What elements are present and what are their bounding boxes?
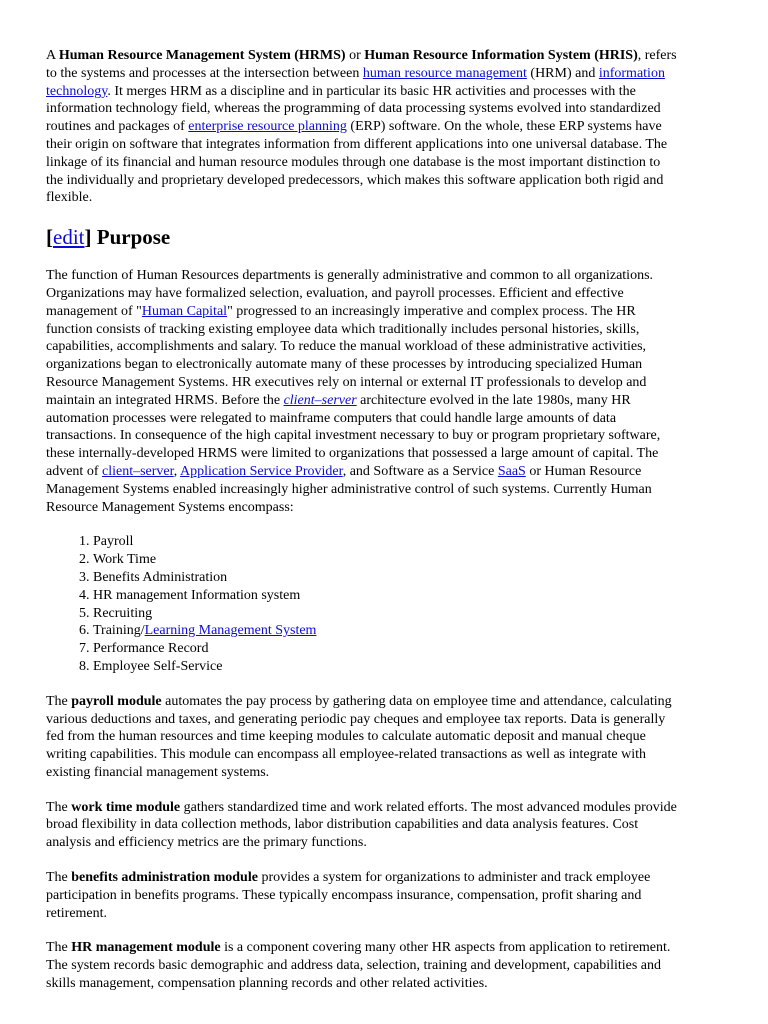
list-item: 8. Employee Self-Service [93,658,678,676]
link-human-resource-management[interactable]: human resource management [362,65,527,81]
section-title: Purpose [91,225,171,250]
benefits-paragraph: The benefits administration module provides a system for organizations to administer and track employee participation in benefits programs. These typically encompass insurance, compensation, profit sharing and retirement. [46,870,651,921]
link-enterprise-resource-planning[interactable]: enterprise resource planning [188,119,347,135]
link-human-capital[interactable]: Human Capital [141,303,228,319]
hr-management-term: HR management module [71,940,221,956]
hr-management-paragraph: The HR management module is a component covering many other HR aspects from application to retirement. The system records basic demographic and address data, selection, training and development, capabilities and skills management, compensation planning records and other related activities. [46,940,671,992]
list-item: 1. Payroll [93,533,678,551]
list-item: 4. HR management Information system [93,587,678,605]
link-information-technology[interactable]: information technology [46,65,665,99]
hrms-term: Human Resource Management System (HRMS) [58,48,346,63]
list-item: 7. Performance Record [93,640,678,658]
payroll-term: payroll module [71,693,162,709]
benefits-term: benefits administration module [71,870,258,886]
list-item: 3. Benefits Administration [93,569,678,587]
link-learning-management-system[interactable]: Learning Management System [144,623,317,639]
list-item: 6. Training/Learning Management System [93,622,678,640]
worktime-paragraph: The work time module gathers standardized time and work related efforts. The most advanced modules provide broad flexibility in data collection methods, labor distribution capabilities and data analysis features. Cost analysis and efficiency metrics are the primary functions. [46,799,677,851]
payroll-paragraph: The payroll module automates the pay process by gathering data on employee time and attendance, calculating various deductions and taxes, and generating periodic pay cheques and employee tax reports. Data is generally fed from the human resources and time keeping modules to calculate automatic deposit and manual cheque writing capabilities. This module can encompass all employee-related transactions as well as integrate with existing financial management systems. [46,693,672,780]
list-item: 5. Recruiting [93,605,678,623]
link-saas[interactable]: SaaS [497,463,526,479]
link-client-server-italic[interactable]: client–server [283,392,357,408]
worktime-term: work time module [71,799,181,815]
modules-list [46,533,678,675]
edit-link[interactable]: edit [53,225,85,250]
article-content [46,47,678,1010]
link-client-server[interactable]: client–server [101,463,174,479]
link-application-service-provider[interactable]: Application Service Provider [179,463,343,479]
hris-term: Human Resource Information System (HRIS) [364,48,638,63]
section-heading-purpose: [edit] Purpose [46,225,171,250]
purpose-paragraph: The function of Human Resources departments is generally administrative and common to all organizations. Organizations may have formalized selection, evaluation, and payroll processes. Efficient and effective management of "Human Capital" progressed to an increasingly imperative and complex process. The HR function consists of tracking existing employee data which traditionally includes personal histories, skills, capabilities, accomplishments and salary. To reduce the manual workload of these administrative activities, organizations began to electronically automate many of these processes by introducing specialized Human Resource Management Systems. HR executives rely on internal or external IT professionals to develop and maintain an integrated HRMS. Before the client–server architecture evolved in the late 1980s, many HR automation processes were relegated to mainframe computers that could handle large amounts of data transactions. In consequence of the high capital investment necessary to buy or program proprietary software, these internally-developed HRMS were limited to organizations that possessed a large amount of capital. The advent of client–server, Application Service Provider, and Software as a Service SaaS or Human Resource Management Systems enabled increasingly higher administrative control of such systems. Currently Human Resource Management Systems encompass: [46,268,661,515]
list-item: 2. Work Time [93,551,678,569]
intro-paragraph: A Human Resource Management System (HRMS) or Human Resource Information System (HRIS), refers to the systems and processes at the intersection between human resource management (HRM) and information technology. It merges HRM as a discipline and in particular its basic HR activities and processes with the information technology field, whereas the programming of data processing systems evolved into standardized routines and packages of enterprise resource planning (ERP) software. On the whole, these ERP systems have their origin on software that integrates information from different applications into one universal database. The linkage of its financial and human resource modules through one database is the most important distinction to the individually and proprietary developed predecessors, which makes this software application both rigid and flexible. [46,48,677,206]
